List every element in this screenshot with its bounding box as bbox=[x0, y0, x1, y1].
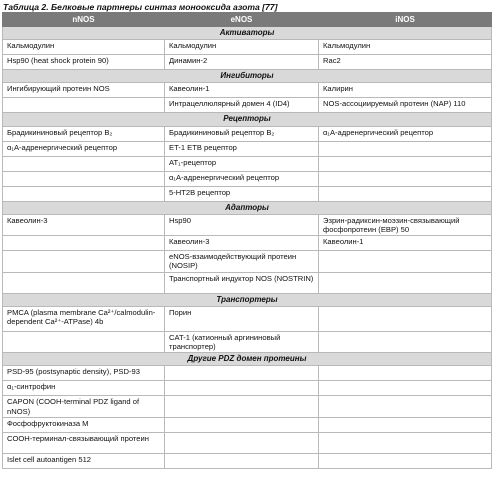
table-row bbox=[3, 40, 492, 55]
cell-enos: AT₁-рецептор bbox=[165, 156, 319, 171]
table-row bbox=[3, 186, 492, 201]
cell-inos bbox=[319, 141, 492, 156]
cell-inos bbox=[319, 156, 492, 171]
cell-nnos: α₁A-адренергический рецептор bbox=[3, 141, 165, 156]
section-receptors: Рецепторы bbox=[3, 113, 492, 126]
table-row bbox=[3, 272, 492, 293]
table-row bbox=[3, 236, 492, 251]
cell-enos: Кавеолин-3 bbox=[165, 236, 319, 251]
table-row bbox=[3, 126, 492, 141]
cell-inos bbox=[319, 306, 492, 331]
cell-enos bbox=[165, 432, 319, 453]
cell-enos bbox=[165, 381, 319, 396]
cell-nnos bbox=[3, 272, 165, 293]
table-title: Таблица 2. Белковые партнеры синтаз монооксида азота [77] bbox=[3, 2, 278, 12]
cell-nnos: Hsp90 (heat shock protein 90) bbox=[3, 55, 165, 70]
cell-nnos bbox=[3, 171, 165, 186]
cell-inos bbox=[319, 453, 492, 468]
cell-nnos bbox=[3, 251, 165, 272]
cell-enos: Транспортный индуктор NOS (NOSTRIN) bbox=[165, 272, 319, 293]
header-nnos: nNOS bbox=[3, 13, 165, 27]
table-row bbox=[3, 453, 492, 468]
cell-inos bbox=[319, 417, 492, 432]
cell-inos bbox=[319, 432, 492, 453]
cell-enos: CAT-1 (катионный аргининовый транспортер) bbox=[165, 331, 319, 352]
cell-inos bbox=[319, 186, 492, 201]
cell-enos: Порин bbox=[165, 306, 319, 331]
protein-partners-table bbox=[2, 12, 492, 469]
table-row bbox=[3, 251, 492, 272]
cell-nnos: Кавеолин-3 bbox=[3, 214, 165, 235]
cell-nnos: α₁-синтрофин bbox=[3, 381, 165, 396]
section-row bbox=[3, 113, 492, 126]
table-row bbox=[3, 396, 492, 417]
section-transporters: Транспортеры bbox=[3, 293, 492, 306]
cell-inos bbox=[319, 171, 492, 186]
cell-inos: Калирин bbox=[319, 83, 492, 98]
cell-nnos bbox=[3, 236, 165, 251]
header-row bbox=[3, 13, 492, 27]
table-row bbox=[3, 331, 492, 352]
cell-nnos: CAPON (COOH-terminal PDZ ligand of nNOS) bbox=[3, 396, 165, 417]
cell-nnos: PMCA (plasma membrane Ca²⁺/calmodulin-dependent Ca²⁺-ATPase) 4b bbox=[3, 306, 165, 331]
table-row bbox=[3, 83, 492, 98]
table-row bbox=[3, 432, 492, 453]
cell-inos bbox=[319, 381, 492, 396]
table-row bbox=[3, 381, 492, 396]
cell-inos bbox=[319, 251, 492, 272]
cell-inos: Эзрин-радиксин-моэзин-связывающий фосфопротеин (EBP) 50 bbox=[319, 214, 492, 235]
cell-nnos: PSD-95 (postsynaptic density), PSD-93 bbox=[3, 366, 165, 381]
cell-enos: Кальмодулин bbox=[165, 40, 319, 55]
cell-enos: 5-HT2B рецептор bbox=[165, 186, 319, 201]
cell-inos: NOS-ассоциируемый протеин (NAP) 110 bbox=[319, 98, 492, 113]
cell-nnos: Брадикининовый рецептор B₂ bbox=[3, 126, 165, 141]
table-row bbox=[3, 214, 492, 235]
section-activators: Активаторы bbox=[3, 27, 492, 40]
cell-nnos: Ингибирующий протеин NOS bbox=[3, 83, 165, 98]
section-row bbox=[3, 293, 492, 306]
cell-inos bbox=[319, 366, 492, 381]
cell-nnos bbox=[3, 331, 165, 352]
cell-inos: α₁A-адренергический рецептор bbox=[319, 126, 492, 141]
header-inos: iNOS bbox=[319, 13, 492, 27]
cell-enos bbox=[165, 417, 319, 432]
section-row bbox=[3, 70, 492, 83]
cell-inos bbox=[319, 272, 492, 293]
table-row bbox=[3, 156, 492, 171]
table-row bbox=[3, 141, 492, 156]
section-inhibitors: Ингибиторы bbox=[3, 70, 492, 83]
table-row bbox=[3, 366, 492, 381]
cell-nnos bbox=[3, 156, 165, 171]
cell-inos: Rac2 bbox=[319, 55, 492, 70]
cell-nnos: Кальмодулин bbox=[3, 40, 165, 55]
cell-enos: eNOS-взаимодействующий протеин (NOSIP) bbox=[165, 251, 319, 272]
table-row bbox=[3, 55, 492, 70]
cell-nnos: COOH-терминал-связывающий протеин bbox=[3, 432, 165, 453]
cell-nnos: Islet cell autoantigen 512 bbox=[3, 453, 165, 468]
table-row bbox=[3, 98, 492, 113]
cell-enos: ET-1 ETB рецептор bbox=[165, 141, 319, 156]
cell-enos bbox=[165, 453, 319, 468]
table-row bbox=[3, 417, 492, 432]
cell-inos: Кавеолин-1 bbox=[319, 236, 492, 251]
cell-nnos bbox=[3, 186, 165, 201]
section-pdz: Другие PDZ домен протеины bbox=[3, 353, 492, 366]
cell-inos bbox=[319, 396, 492, 417]
cell-inos: Кальмодулин bbox=[319, 40, 492, 55]
cell-enos: Hsp90 bbox=[165, 214, 319, 235]
cell-nnos bbox=[3, 98, 165, 113]
section-row bbox=[3, 201, 492, 214]
header-enos: eNOS bbox=[165, 13, 319, 27]
section-adaptors: Адапторы bbox=[3, 201, 492, 214]
cell-enos: Динамин-2 bbox=[165, 55, 319, 70]
cell-enos: Кавеолин-1 bbox=[165, 83, 319, 98]
section-row bbox=[3, 353, 492, 366]
cell-enos: α₁A-адренергический рецептор bbox=[165, 171, 319, 186]
table-row bbox=[3, 171, 492, 186]
cell-enos: Брадикининовый рецептор B₂ bbox=[165, 126, 319, 141]
cell-inos bbox=[319, 331, 492, 352]
section-row bbox=[3, 27, 492, 40]
cell-enos: Интрацеллюлярный домен 4 (ID4) bbox=[165, 98, 319, 113]
cell-nnos: Фосфофруктокиназа M bbox=[3, 417, 165, 432]
table-row bbox=[3, 306, 492, 331]
cell-enos bbox=[165, 396, 319, 417]
cell-enos bbox=[165, 366, 319, 381]
